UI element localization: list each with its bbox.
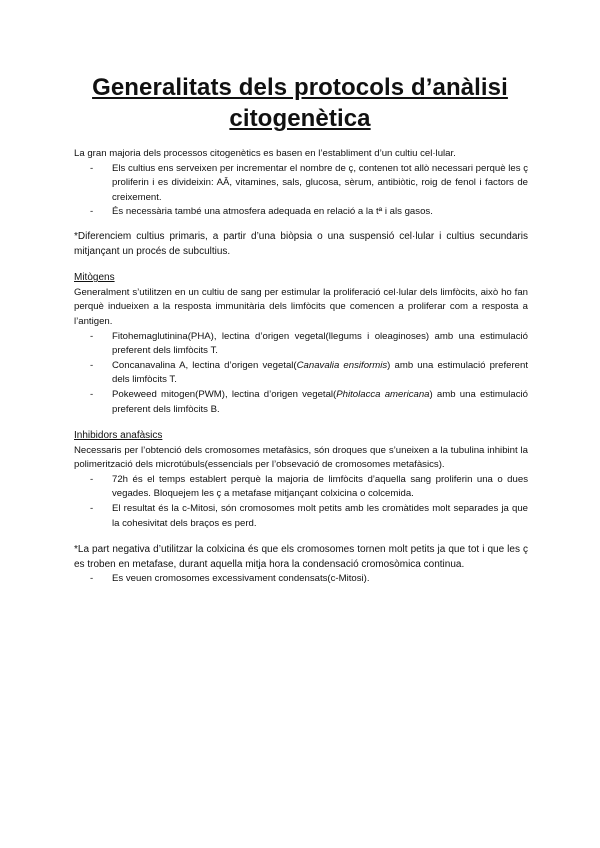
list-item: - 72h és el temps establert perquè la majoria de limfòcits d’aquella sang proliferin una o dues vegades. Bloquejem les ç a metafase mitjançant colxicina o colcemida.: [74, 473, 528, 502]
intro-list: [74, 162, 528, 220]
species-name: Canavalia ensiformis: [296, 359, 388, 371]
list-item: - Fitohemaglutinina(PHA), lectina d’origen vegetal(llegums i oleaginoses) amb una estimulació preferent dels limfòcits T.: [74, 330, 528, 359]
intro-paragraph: La gran majoria dels processos citogenètics es basen en l’establiment d’un cultiu cel·lular.: [74, 148, 456, 159]
list-item: [74, 359, 528, 388]
list-item: - És necessària també una atmosfera adequada en relació a la tª i als gasos.: [74, 205, 528, 220]
note-colchicine-list: [74, 572, 528, 587]
note-colchicine: *La part negativa d’utilitzar la colxicina és que els cromosomes tornen molt petits ja que tot i que les ç es troben en metafase, durant aquella mitja hora la condensació cromosòmica continua.: [74, 544, 528, 570]
document-body: [74, 147, 528, 587]
note-cultures: *Diferenciem cultius primaris, a partir d’una biòpsia o una suspensió cel·lular i cultius secundaris mitjançant un procés de subcultius.: [74, 230, 528, 257]
list-item-text: Pokeweed mitogen(PWM), lectina d’origen vegetal(: [112, 388, 337, 400]
list-item: - El resultat és la c-Mitosi, són cromosomes molt petits amb les cromàtides molt separades ja que la cohesivitat dels braços es perd.: [74, 502, 528, 531]
list-item: [74, 388, 528, 417]
section-heading-inhibitors: Inhibidors anafàsics: [74, 430, 163, 442]
document-title: Generalitats dels protocols d’anàlisi citogenètica: [92, 74, 508, 132]
list-item-text: ) amb una estimulació preferent dels limfòcits T.: [112, 359, 528, 386]
list-item-text: Concanavalina A, lectina d’origen vegetal(: [112, 359, 297, 371]
list-item: - Els cultius ens serveixen per incrementar el nombre de ç, contenen tot allò necessari perquè les ç proliferin i es divideixin: AÂ, vitamines, sals, glucosa, sèrum, antibiòtic, roig de fenol i factors de creixement.: [74, 162, 528, 206]
mitogens-list: [74, 330, 528, 418]
inhibitors-list: [74, 473, 528, 531]
inhibitors-paragraph: Necessaris per l’obtenció dels cromosomes metafàsics, són droques que s’uneixen a la tubulina inhibint la polimerització dels microtúbuls(essencials per l’obsevació de cromosomes metafàsics).: [74, 444, 528, 471]
list-item: - Es veuen cromosomes excessivament condensats(c-Mitosi).: [74, 572, 528, 587]
section-heading-mitogens: Mitògens: [74, 272, 115, 284]
species-name: Phitolacca americana: [336, 388, 430, 400]
mitogens-paragraph: Generalment s’utilitzen en un cultiu de sang per estimular la proliferació cel·lular dels limfòcits, això ho fan perquè indueixen a la resposta immunitària dels limfòcits que comencen a proliferar com a resposta a l’antigen.: [74, 286, 528, 327]
list-item-text: ) amb una estimulació preferent dels limfòcits B.: [112, 388, 528, 415]
